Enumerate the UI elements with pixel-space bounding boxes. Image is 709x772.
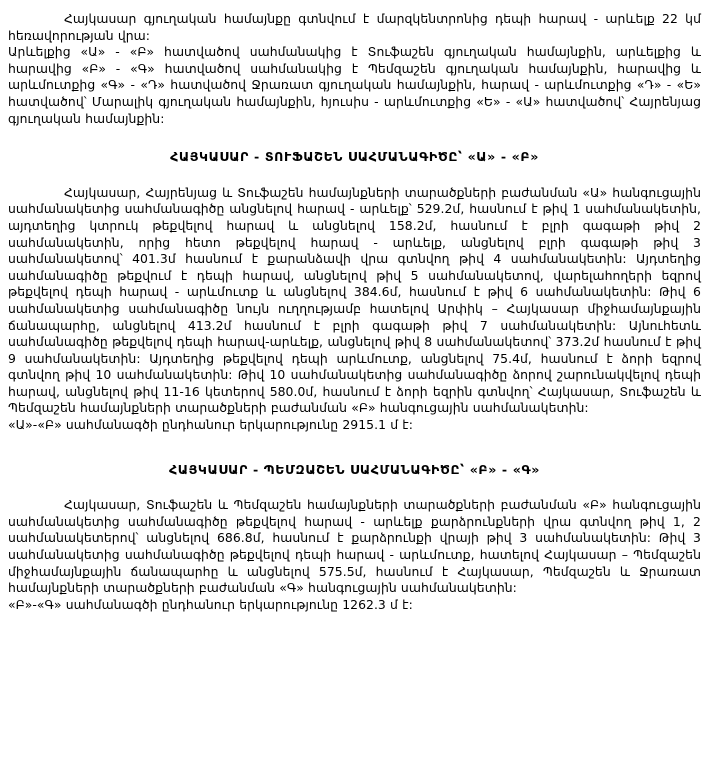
intro-paragraph-1: Հայկասար գյուղական համայնքը գտնվում է մարզկենտրոնից դեպի հարավ - արևելք 22 կմ հեռավորության վրա: — [8, 11, 701, 43]
intro-paragraph-2: Արևելքից «Ա» - «Բ» հատվածով սահմանակից է Տուֆաշեն գյուղական համայնքին, արևելքից և հարավից «Բ» - «Գ» հատվածով սահմանակից է Պեմզաշեն գյուղական համայնքին, հարավից և արևմուտքից «Գ» - «Դ» հատվածով Ջրառատ գյուղական համայնքին, հարավ - արևմուտքից «Դ» - «Ե» հատվածով՝ Մարալիկ գյուղական համայնքին, հյուսիս - արևմուտքից «Ե» - «Ա» հատվածով՝ Հայրենյաց գյուղական համայնքին: — [8, 44, 701, 126]
section-1-total-length: «Ա»-«Բ» սահմանագծի ընդհանուր երկարությունը 2915.1 մ է: — [8, 417, 413, 433]
section-2-heading: ՀԱՅԿԱՍԱՐ - ՊԵՄԶԱՇԵՆ ՍԱՀՄԱՆԱԳԻԾԸ՝ «Բ» - «Գ» — [169, 461, 540, 477]
section-2-total-length: «Բ»-«Գ» սահմանագծի ընդհանուր երկարությունը 1262.3 մ է: — [8, 596, 413, 612]
spacer-after-heading-1 — [8, 166, 701, 185]
section-1-heading: ՀԱՅԿԱՍԱՐ - ՏՈՒՖԱՇԵՆ ՍԱՀՄԱՆԱԳԻԾԸ՝ «Ա» - «Բ» — [170, 149, 539, 165]
section-2-body: Հայկասար, Տուֆաշեն և Պեմզաշեն համայնքների տարածքների բաժանման «Բ» հանգուցային սահմանակետից սահմանագիծը թեքվելով հարավ - արևելք քարձրունքների վրա գտնվող թիվ 1, 2 սահմանակետերով՝ անցնելով 686.8մ, հասնում է քարձրունքի վրայի թիվ 3 սահմանակետին: Թիվ 3 սահմանակետից սահմանագիծը թեքվելով դեպի հարավ - արևմուտք, հատելով Հայկասար – Պեմզաշեն միջհամայնքային ճանապարհը և անցնելով 575.5մ, հասնում է Հայկասար, Պեմզաշեն և Ջրառատ համայնքների տարածքների բաժանման «Գ» հանգուցային սահմանակետին: — [8, 497, 701, 596]
spacer-after-heading-2 — [8, 478, 701, 497]
spacer-before-heading-2 — [8, 434, 701, 462]
spacer-before-heading-1 — [8, 127, 701, 149]
section-1-body: Հայկասար, Հայրենյաց և Տուֆաշեն համայնքների տարածքների բաժանման «Ա» հանգուցային սահմանակետից սահմանագիծը անցնելով հարավ - արևելք՝ 529.2մ, հասնում է թիվ 1 սահմանակետին, այդտեղից կտրուկ թեքվելով հարավ և անցնելով 158.2մ, հասնում է բլրի գագաթի թիվ 2 սահմանակետին, որից հետո թեքվելով հարավ - արևելք, անցնելով բլրի գագաթի թիվ 3 սահմանակետով՝ 401.3մ հասնում է քարանձավի վրա գտնվող թիվ 4 սահմանակետին: Այդտեղից սահմանագիծը թեքվում է դեպի հարավ, անցնելով թիվ 5 սահմանակետով, վարելահողերի եզրով թեքվելով դեպի հարավ - արևմուտք և անցնելով 384.6մ, հասնում է թիվ 6 սահմանակետին: Թիվ 6 սահմանակետից սահմանագիծը նույն ուղղությամբ հատելով Արփիկ – Հայկասար միջհամայնքային ճանապարհը, անցնելով 413.2մ հասնում է բլրի գագաթի թիվ 7 սահմանակետին: Այնուհետև սահմանագիծը թեքվելով դեպի հարավ-արևելք, անցնելով թիվ 8 սահմանակետով՝ 373.2մ հասնում է թիվ 9 սահմանակետին: Այդտեղից թեքվելով դեպի արևմուտք, անցնելով 75.4մ, հասնում է ձորի եզրով գտնվող թիվ 10 սահմանակետին: Թիվ 10 սահմանակետից սահմանագիծը ձորով շարունակվելով դեպի հարավ, անցնելով թիվ 11-16 կետերով 580.0մ, հասնում է ձորի եզրին գտնվող՝ Հայկասար, Տուֆաշեն և Պեմզաշեն համայնքների տարածքների բաժանման «Բ» հանգուցային սահմանակետին: — [8, 184, 701, 416]
